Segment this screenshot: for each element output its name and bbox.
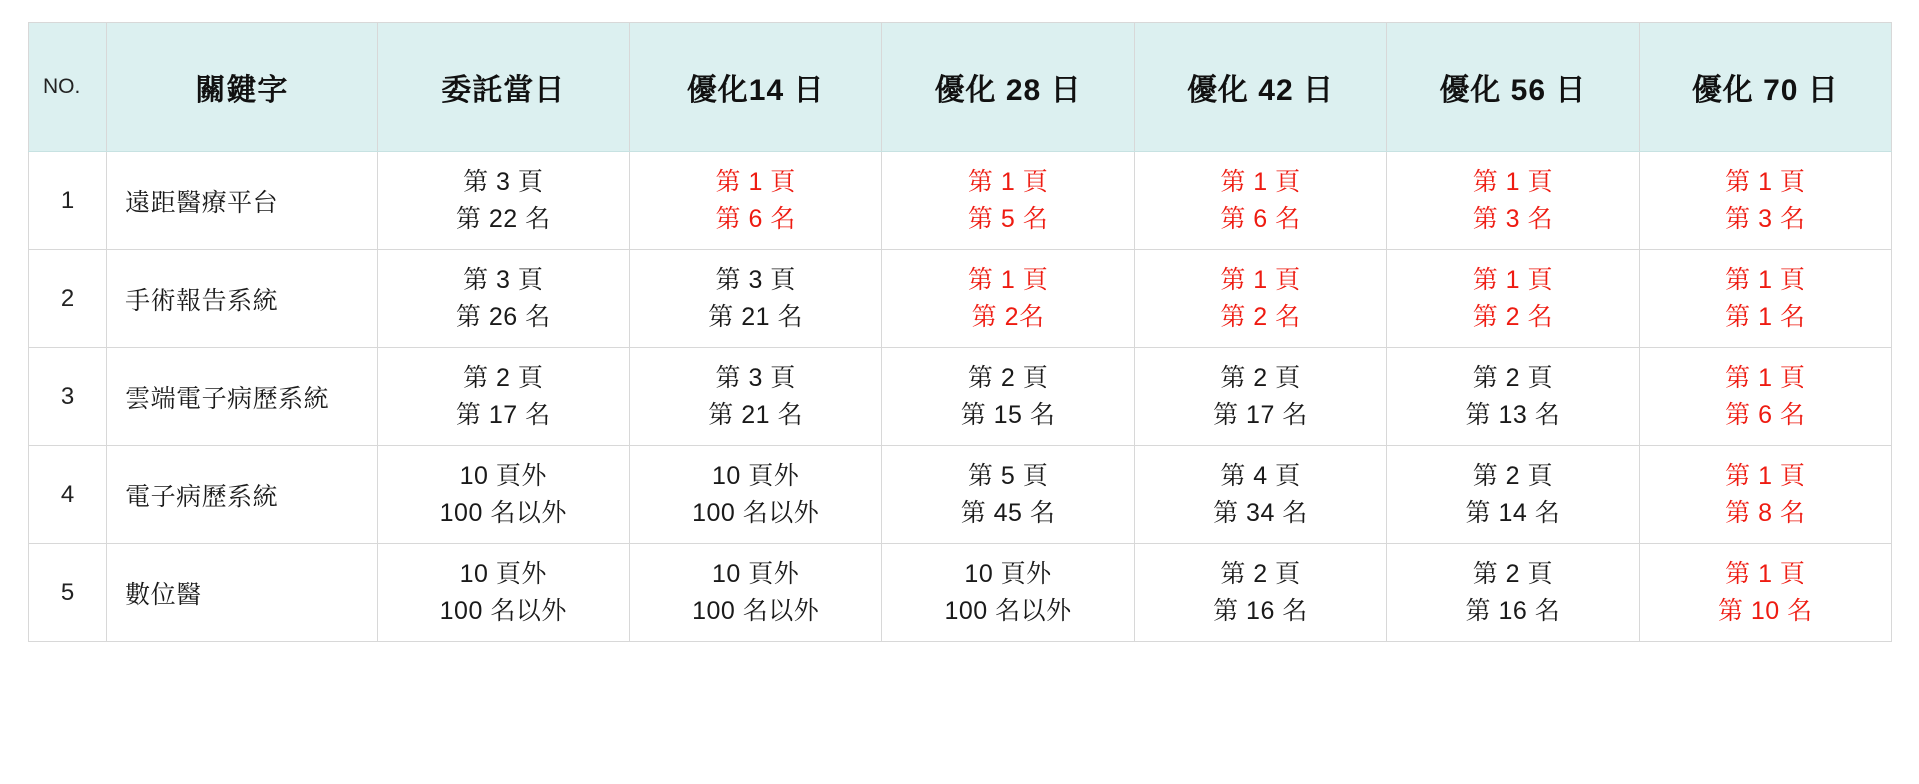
rank-page: 第 3 頁 bbox=[715, 364, 796, 393]
rank-position: 100 名以外 bbox=[944, 596, 1072, 625]
rank-page: 第 1 頁 bbox=[1220, 266, 1301, 295]
rank-page: 第 1 頁 bbox=[1220, 168, 1301, 197]
rank-cell bbox=[629, 544, 881, 642]
row-keyword: 數位醫 bbox=[107, 544, 377, 642]
column-header-day42: 優化 42 日 bbox=[1134, 23, 1386, 152]
rank-page: 第 3 頁 bbox=[463, 266, 544, 295]
rank-position: 第 2 名 bbox=[1220, 302, 1301, 331]
rank-page: 第 2 頁 bbox=[463, 364, 544, 393]
rank-position: 第 15 名 bbox=[960, 400, 1056, 429]
table-row bbox=[29, 152, 1892, 250]
rank-cell bbox=[629, 250, 881, 348]
rank-cell bbox=[1134, 152, 1386, 250]
rank-position: 第 6 名 bbox=[715, 204, 796, 233]
rank-cell bbox=[377, 250, 629, 348]
column-header-no: NO. bbox=[29, 23, 107, 152]
rank-cell bbox=[1387, 348, 1639, 446]
column-header-keyword: 關鍵字 bbox=[107, 23, 377, 152]
rank-cell bbox=[1387, 250, 1639, 348]
column-header-day14: 優化14 日 bbox=[629, 23, 881, 152]
rank-page: 10 頁外 bbox=[459, 560, 547, 589]
rank-cell bbox=[1134, 446, 1386, 544]
rank-position: 第 10 名 bbox=[1717, 596, 1813, 625]
rank-page: 第 2 頁 bbox=[1220, 364, 1301, 393]
rank-cell bbox=[882, 544, 1134, 642]
rank-position: 第 13 名 bbox=[1465, 400, 1561, 429]
rank-page: 10 頁外 bbox=[459, 462, 547, 491]
rank-position: 100 名以外 bbox=[439, 498, 567, 527]
rank-position: 第 8 名 bbox=[1725, 498, 1806, 527]
row-number: 5 bbox=[29, 544, 107, 642]
row-keyword: 電子病歷系統 bbox=[107, 446, 377, 544]
rank-page: 第 4 頁 bbox=[1220, 462, 1301, 491]
rank-position: 第 2 名 bbox=[1472, 302, 1554, 331]
column-header-day28: 優化 28 日 bbox=[882, 23, 1134, 152]
column-header-day70: 優化 70 日 bbox=[1639, 23, 1891, 152]
rank-position: 第 6 名 bbox=[1725, 400, 1806, 429]
rank-position: 第 14 名 bbox=[1465, 498, 1561, 527]
row-number: 3 bbox=[29, 348, 107, 446]
rank-page: 10 頁外 bbox=[712, 462, 800, 491]
row-keyword: 雲端電子病歷系統 bbox=[107, 348, 377, 446]
table-row bbox=[29, 544, 1892, 642]
rank-cell bbox=[629, 152, 881, 250]
rank-cell bbox=[1639, 152, 1891, 250]
rank-page: 第 1 頁 bbox=[1472, 266, 1554, 295]
rank-cell bbox=[1134, 348, 1386, 446]
rank-position: 第 2名 bbox=[971, 302, 1045, 331]
rank-cell bbox=[377, 544, 629, 642]
rank-page: 第 2 頁 bbox=[1472, 364, 1554, 393]
rank-page: 第 5 頁 bbox=[967, 462, 1049, 491]
rank-page: 第 1 頁 bbox=[967, 168, 1049, 197]
rank-position: 100 名以外 bbox=[439, 596, 567, 625]
rank-position: 100 名以外 bbox=[692, 596, 820, 625]
table-row bbox=[29, 348, 1892, 446]
rank-cell bbox=[377, 152, 629, 250]
rank-position: 第 16 名 bbox=[1213, 596, 1308, 625]
rank-position: 第 16 名 bbox=[1465, 596, 1561, 625]
table-header bbox=[29, 23, 1892, 152]
rank-page: 第 1 頁 bbox=[1472, 168, 1554, 197]
rank-cell bbox=[377, 348, 629, 446]
rank-page: 第 1 頁 bbox=[1725, 168, 1806, 197]
rank-cell bbox=[1639, 446, 1891, 544]
row-number: 2 bbox=[29, 250, 107, 348]
rank-cell bbox=[1639, 348, 1891, 446]
column-header-day56: 優化 56 日 bbox=[1387, 23, 1639, 152]
rank-page: 第 3 頁 bbox=[463, 168, 544, 197]
row-keyword: 手術報告系統 bbox=[107, 250, 377, 348]
rank-position: 第 22 名 bbox=[455, 204, 551, 233]
column-header-day0: 委託當日 bbox=[377, 23, 629, 152]
row-number: 1 bbox=[29, 152, 107, 250]
rank-page: 第 1 頁 bbox=[715, 168, 796, 197]
rank-page: 第 1 頁 bbox=[1725, 364, 1806, 393]
rank-cell bbox=[882, 250, 1134, 348]
rank-page: 第 1 頁 bbox=[967, 266, 1049, 295]
rank-position: 第 34 名 bbox=[1213, 498, 1308, 527]
rank-position: 100 名以外 bbox=[692, 498, 820, 527]
rank-position: 第 17 名 bbox=[455, 400, 551, 429]
keyword-ranking-table bbox=[28, 22, 1892, 642]
rank-cell bbox=[1387, 446, 1639, 544]
rank-page: 第 2 頁 bbox=[1472, 560, 1554, 589]
rank-position: 第 26 名 bbox=[455, 302, 551, 331]
rank-position: 第 1 名 bbox=[1725, 302, 1806, 331]
rank-position: 第 45 名 bbox=[960, 498, 1056, 527]
row-keyword: 遠距醫療平台 bbox=[107, 152, 377, 250]
rank-cell bbox=[1387, 544, 1639, 642]
rank-page: 10 頁外 bbox=[712, 560, 800, 589]
table-row bbox=[29, 250, 1892, 348]
rank-cell bbox=[629, 348, 881, 446]
rank-page: 10 頁外 bbox=[964, 560, 1052, 589]
rank-page: 第 3 頁 bbox=[715, 266, 796, 295]
rank-cell bbox=[377, 446, 629, 544]
rank-position: 第 3 名 bbox=[1472, 204, 1554, 233]
rank-cell bbox=[882, 348, 1134, 446]
rank-cell bbox=[882, 152, 1134, 250]
rank-cell bbox=[1134, 544, 1386, 642]
rank-position: 第 17 名 bbox=[1213, 400, 1308, 429]
rank-page: 第 2 頁 bbox=[967, 364, 1049, 393]
keyword-ranking-table-wrapper bbox=[28, 22, 1892, 642]
rank-page: 第 1 頁 bbox=[1725, 560, 1806, 589]
rank-cell bbox=[1639, 544, 1891, 642]
rank-position: 第 5 名 bbox=[967, 204, 1049, 233]
rank-position: 第 21 名 bbox=[708, 302, 803, 331]
rank-page: 第 1 頁 bbox=[1725, 266, 1806, 295]
rank-position: 第 21 名 bbox=[708, 400, 803, 429]
rank-cell bbox=[1387, 152, 1639, 250]
table-row bbox=[29, 446, 1892, 544]
table-body bbox=[29, 152, 1892, 642]
rank-cell bbox=[882, 446, 1134, 544]
rank-page: 第 1 頁 bbox=[1725, 462, 1806, 491]
table-header-row bbox=[29, 23, 1892, 152]
row-number: 4 bbox=[29, 446, 107, 544]
rank-position: 第 3 名 bbox=[1725, 204, 1806, 233]
rank-cell bbox=[1639, 250, 1891, 348]
rank-cell bbox=[1134, 250, 1386, 348]
rank-page: 第 2 頁 bbox=[1472, 462, 1554, 491]
rank-page: 第 2 頁 bbox=[1220, 560, 1301, 589]
rank-position: 第 6 名 bbox=[1220, 204, 1301, 233]
rank-cell bbox=[629, 446, 881, 544]
